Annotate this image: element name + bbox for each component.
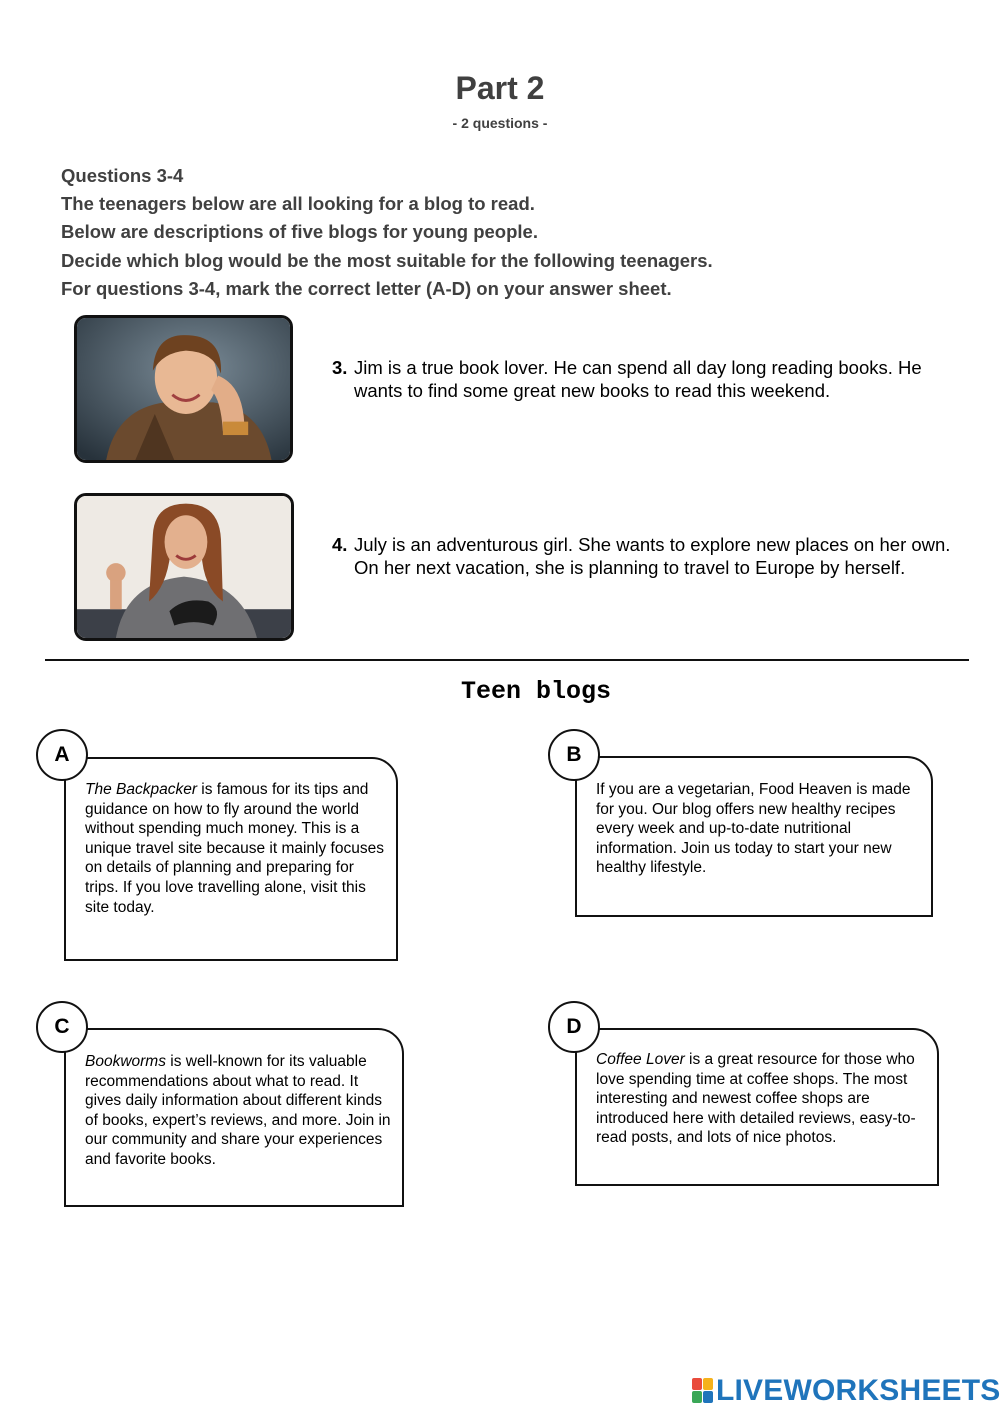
page-subtitle: - 2 questions - <box>452 115 548 131</box>
letter-c-circle: C <box>36 1001 88 1053</box>
question-text: July is an adventurous girl. She wants to explore new places on her own. On her next vacation, she is planning to travel to Europe by herself. <box>354 534 951 578</box>
question-number: 4. <box>332 534 348 555</box>
divider <box>45 659 969 661</box>
blog-c-text <box>85 1052 395 1170</box>
instruction-line: Below are descriptions of five blogs for young people. <box>61 221 538 243</box>
blog-name: Bookworms <box>85 1053 166 1070</box>
photo-boy <box>74 315 293 463</box>
blog-description: is famous for its tips and guidance on how to fly around the world without spending much money. This is a unique travel site because it mainly focuses on details of planning and preparing for trips. If you love travelling alone, visit this site today. <box>85 781 384 916</box>
question-3 <box>332 356 972 402</box>
logo-blocks-icon <box>692 1378 714 1404</box>
blog-description: is a great resource for those who love spending time at coffee shops. The most interesting and newest coffee shops are introduced here with detailed reviews, easy-to-read posts, and lots of nice photos. <box>596 1051 916 1147</box>
instruction-line: The teenagers below are all looking for a blog to read. <box>61 193 535 215</box>
question-text: Jim is a true book lover. He can spend all day long reading books. He wants to find some great new books to read this weekend. <box>354 357 922 401</box>
question-4 <box>332 533 972 579</box>
liveworksheets-logo <box>692 1374 1000 1408</box>
question-number: 3. <box>332 357 348 378</box>
letter-d-circle: D <box>548 1001 600 1053</box>
blog-description: If you are a vegetarian, Food Heaven is made for you. Our blog offers new healthy recipes every week and up-to-date nutritional information. Join us today to start your new healthy lifestyle. <box>596 781 911 877</box>
letter-a-circle: A <box>36 729 88 781</box>
blog-description: is well-known for its valuable recommendations about what to read. It gives daily information about different kinds of books, expert’s reviews, and more. Join in our community and share your experiences and favorite books. <box>85 1053 391 1168</box>
blog-d-text <box>596 1050 921 1148</box>
instructions <box>61 162 961 303</box>
blog-b-text <box>596 780 921 878</box>
section-title: Teen blogs <box>460 677 612 706</box>
blog-a-text <box>85 780 385 917</box>
instruction-line: Decide which blog would be the most suitable for the following teenagers. <box>61 249 713 271</box>
page-title: Part 2 <box>455 70 545 106</box>
photo-girl <box>74 493 294 641</box>
instruction-line: For questions 3-4, mark the correct letter (A-D) on your answer sheet. <box>61 277 672 299</box>
logo-text: LIVEWORKSHEETS <box>716 1374 1000 1407</box>
blog-name: Coffee Lover <box>596 1051 685 1068</box>
letter-b-circle: B <box>548 729 600 781</box>
instruction-line: Questions 3-4 <box>61 165 184 186</box>
blog-name: The Backpacker <box>85 781 197 798</box>
